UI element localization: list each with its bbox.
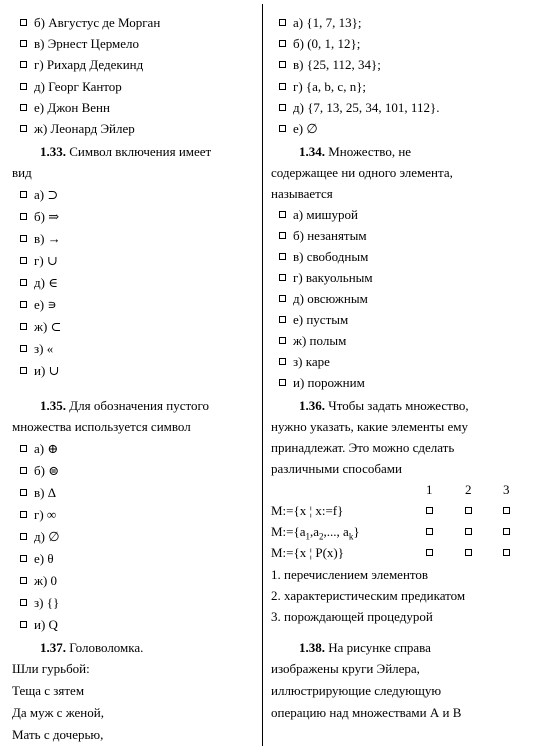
checkbox[interactable] [20, 191, 27, 198]
checkbox[interactable] [20, 257, 27, 264]
option-item[interactable]: б) незанятым [271, 228, 367, 244]
checkbox[interactable] [20, 61, 27, 68]
checkbox[interactable] [20, 125, 27, 132]
checkbox[interactable] [279, 211, 286, 218]
option-item[interactable]: а) ⊃ [12, 187, 58, 203]
matching-row [271, 503, 533, 519]
checkbox[interactable] [426, 528, 433, 535]
checkbox[interactable] [20, 467, 27, 474]
option-item[interactable]: д) овсюжным [271, 291, 368, 307]
option-item[interactable]: в) свободным [271, 249, 368, 265]
answer-item: 3. порождающей процедурой [271, 609, 433, 624]
option-item[interactable]: г) Рихард Дедекинд [12, 57, 143, 73]
checkbox[interactable] [279, 125, 286, 132]
checkbox[interactable] [465, 549, 472, 556]
question-text: нужно указать, какие элементы ему [271, 419, 468, 434]
question-1-33-heading: 1.33. Символ включения имеет [40, 144, 212, 159]
checkbox[interactable] [20, 511, 27, 518]
checkbox[interactable] [279, 295, 286, 302]
matching-row [271, 545, 533, 561]
option-item[interactable]: б) ⊜ [12, 463, 59, 479]
option-item[interactable]: в) → [12, 231, 61, 247]
option-item[interactable]: е) ∍ [12, 297, 57, 313]
option-item[interactable]: и) Q [12, 617, 58, 633]
option-item[interactable]: в) {25, 112, 34}; [271, 57, 381, 73]
option-item[interactable]: е) ∅ [271, 121, 318, 137]
checkbox[interactable] [465, 507, 472, 514]
poem-line: Да муж с женой, [12, 705, 104, 720]
checkbox[interactable] [20, 301, 27, 308]
checkbox[interactable] [279, 379, 286, 386]
question-1-34-heading: 1.34. Множество, не [299, 144, 412, 159]
checkbox[interactable] [20, 19, 27, 26]
option-item[interactable]: г) ∞ [12, 507, 56, 523]
option-item[interactable]: з) « [12, 341, 53, 357]
question-1-36-heading: 1.36. Чтобы задать множество, [299, 398, 469, 413]
column-number: 2 [465, 482, 472, 497]
option-item[interactable]: а) {1, 7, 13}; [271, 15, 361, 31]
checkbox[interactable] [279, 104, 286, 111]
option-item[interactable]: ж) 0 [12, 573, 57, 589]
checkbox[interactable] [279, 358, 286, 365]
option-item[interactable]: д) ∅ [12, 529, 60, 545]
option-item[interactable]: д) Георг Кантор [12, 79, 122, 95]
matching-row [271, 524, 533, 540]
checkbox[interactable] [20, 445, 27, 452]
column-number: 1 [426, 482, 433, 497]
option-item[interactable]: г) вакуольным [271, 270, 373, 286]
matching-row-label: M:={x ¦ P(x)} [271, 545, 344, 560]
option-item[interactable]: д) {7, 13, 25, 34, 101, 112}. [271, 100, 439, 116]
column-divider [262, 4, 263, 746]
question-text: содержащее ни одного элемента, [271, 165, 453, 180]
answer-item: 2. характеристическим предикатом [271, 588, 466, 603]
poem-line: Мать с дочерью, [12, 727, 104, 742]
option-item[interactable]: з) каре [271, 354, 330, 370]
option-item[interactable]: г) {a, b, c, n}; [271, 79, 366, 95]
checkbox[interactable] [20, 83, 27, 90]
checkbox[interactable] [20, 104, 27, 111]
checkbox[interactable] [279, 83, 286, 90]
checkbox[interactable] [426, 549, 433, 556]
checkbox[interactable] [279, 316, 286, 323]
column-number: 3 [503, 482, 510, 497]
option-item[interactable]: е) θ [12, 551, 54, 567]
matching-header [271, 482, 533, 498]
question-text: вид [12, 165, 32, 180]
option-item[interactable]: ж) полым [271, 333, 346, 349]
option-item[interactable]: а) ⊕ [12, 441, 58, 457]
checkbox[interactable] [20, 533, 27, 540]
option-item[interactable]: д) ∈ [12, 275, 58, 291]
question-text: операцию над множествами А и В [271, 705, 462, 720]
checkbox[interactable] [20, 323, 27, 330]
poem-line: Шли гурьбой: [12, 661, 90, 676]
checkbox[interactable] [20, 367, 27, 374]
question-text: множества используется символ [12, 419, 191, 434]
option-item[interactable]: г) ∪ [12, 253, 58, 269]
option-item[interactable]: и) порожним [271, 375, 365, 391]
option-item[interactable]: е) Джон Венн [12, 100, 110, 116]
answer-item: 1. перечислением элементов [271, 567, 429, 582]
checkbox[interactable] [279, 337, 286, 344]
option-item[interactable]: е) пустым [271, 312, 348, 328]
checkbox[interactable] [20, 577, 27, 584]
checkbox[interactable] [279, 61, 286, 68]
checkbox[interactable] [503, 549, 510, 556]
checkbox[interactable] [20, 489, 27, 496]
question-text: называется [271, 186, 333, 201]
checkbox[interactable] [20, 279, 27, 286]
question-1-35-heading: 1.35. Для обозначения пустого [40, 398, 209, 413]
checkbox[interactable] [20, 213, 27, 220]
option-item[interactable]: в) Эрнест Цермело [12, 36, 139, 52]
question-text: принадлежат. Это можно сделать [271, 440, 455, 455]
option-item[interactable]: з) {} [12, 595, 59, 611]
option-item[interactable]: б) Августус де Морган [12, 15, 160, 31]
option-item[interactable]: ж) Леонард Эйлер [12, 121, 135, 137]
checkbox[interactable] [279, 253, 286, 260]
checkbox[interactable] [426, 507, 433, 514]
question-1-37-heading: 1.37. Головоломка. [40, 640, 144, 655]
checkbox[interactable] [279, 274, 286, 281]
checkbox[interactable] [20, 345, 27, 352]
option-item[interactable]: и) ∪ [12, 363, 59, 379]
checkbox[interactable] [20, 621, 27, 628]
checkbox[interactable] [503, 528, 510, 535]
question-text: иллюстрирующие следующую [271, 683, 442, 698]
checkbox[interactable] [279, 19, 286, 26]
checkbox[interactable] [279, 232, 286, 239]
checkbox[interactable] [503, 507, 510, 514]
checkbox[interactable] [20, 555, 27, 562]
checkbox[interactable] [20, 599, 27, 606]
option-item[interactable]: б) ⇒ [12, 209, 59, 225]
option-item[interactable]: а) мишурой [271, 207, 358, 223]
checkbox[interactable] [279, 40, 286, 47]
question-1-38-heading: 1.38. На рисунке справа [299, 640, 431, 655]
question-text: изображены круги Эйлера, [271, 661, 420, 676]
option-item[interactable]: ж) ⊂ [12, 319, 61, 335]
option-item[interactable]: в) Δ [12, 485, 56, 501]
question-text: различными способами [271, 461, 402, 476]
poem-line: Теща с зятем [12, 683, 85, 698]
checkbox[interactable] [20, 40, 27, 47]
option-item[interactable]: б) (0, 1, 12}; [271, 36, 360, 52]
checkbox[interactable] [20, 235, 27, 242]
matching-row-label: $M:=\{a_1,a_2$,..., $a_k$} [271, 524, 360, 542]
checkbox[interactable] [465, 528, 472, 535]
matching-row-label: M:={x ¦ x:=f} [271, 503, 344, 518]
